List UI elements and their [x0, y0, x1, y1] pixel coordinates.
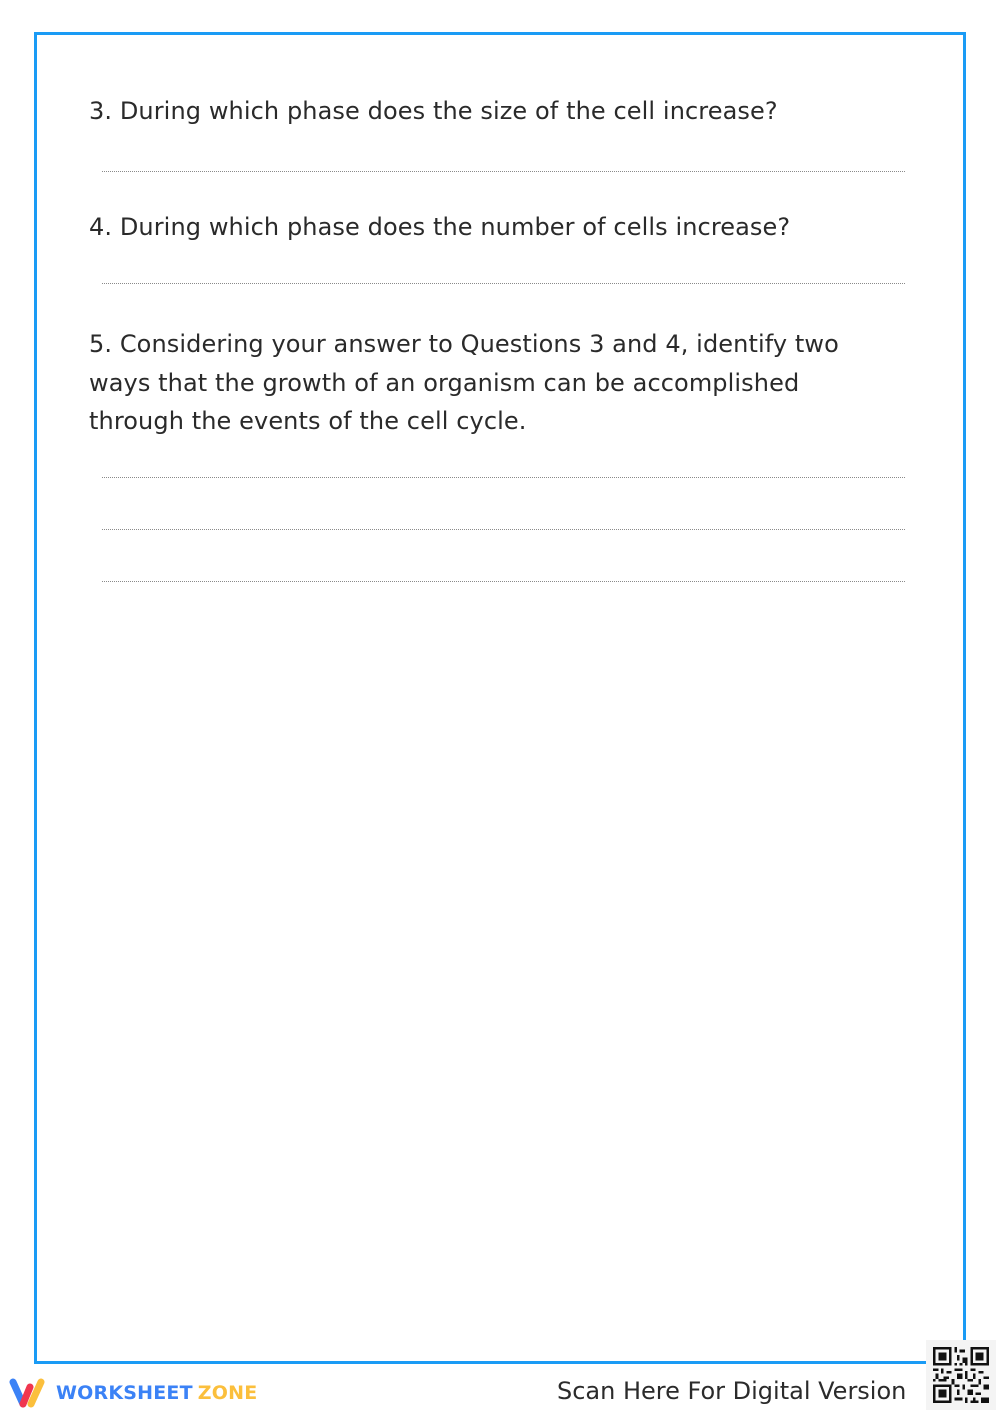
question-5: 5. Considering your answer to Questions 3 and 4, identify two ways that the growth of an organism can be accomplished through the events of the cell cycle. [89, 330, 839, 435]
answer-line-q4[interactable] [102, 283, 905, 284]
scan-instruction: Scan Here For Digital Version [557, 1377, 907, 1405]
brand-text-zone: ZONE [197, 1382, 258, 1404]
qr-code[interactable] [926, 1340, 996, 1410]
worksheetzone-logo[interactable] [8, 1376, 257, 1410]
answer-line-q5-1[interactable] [102, 477, 905, 478]
worksheetzone-logo-icon [8, 1376, 52, 1410]
answer-line-q3[interactable] [102, 171, 905, 172]
question-4: 4. During which phase does the number of cells increase? [89, 213, 791, 241]
answer-line-q5-2[interactable] [102, 529, 905, 530]
brand-text-worksheet: WORKSHEET [56, 1382, 193, 1404]
qr-code-icon [933, 1347, 989, 1403]
question-3: 3. During which phase does the size of the cell increase? [89, 97, 778, 125]
answer-line-q5-3[interactable] [102, 581, 905, 582]
